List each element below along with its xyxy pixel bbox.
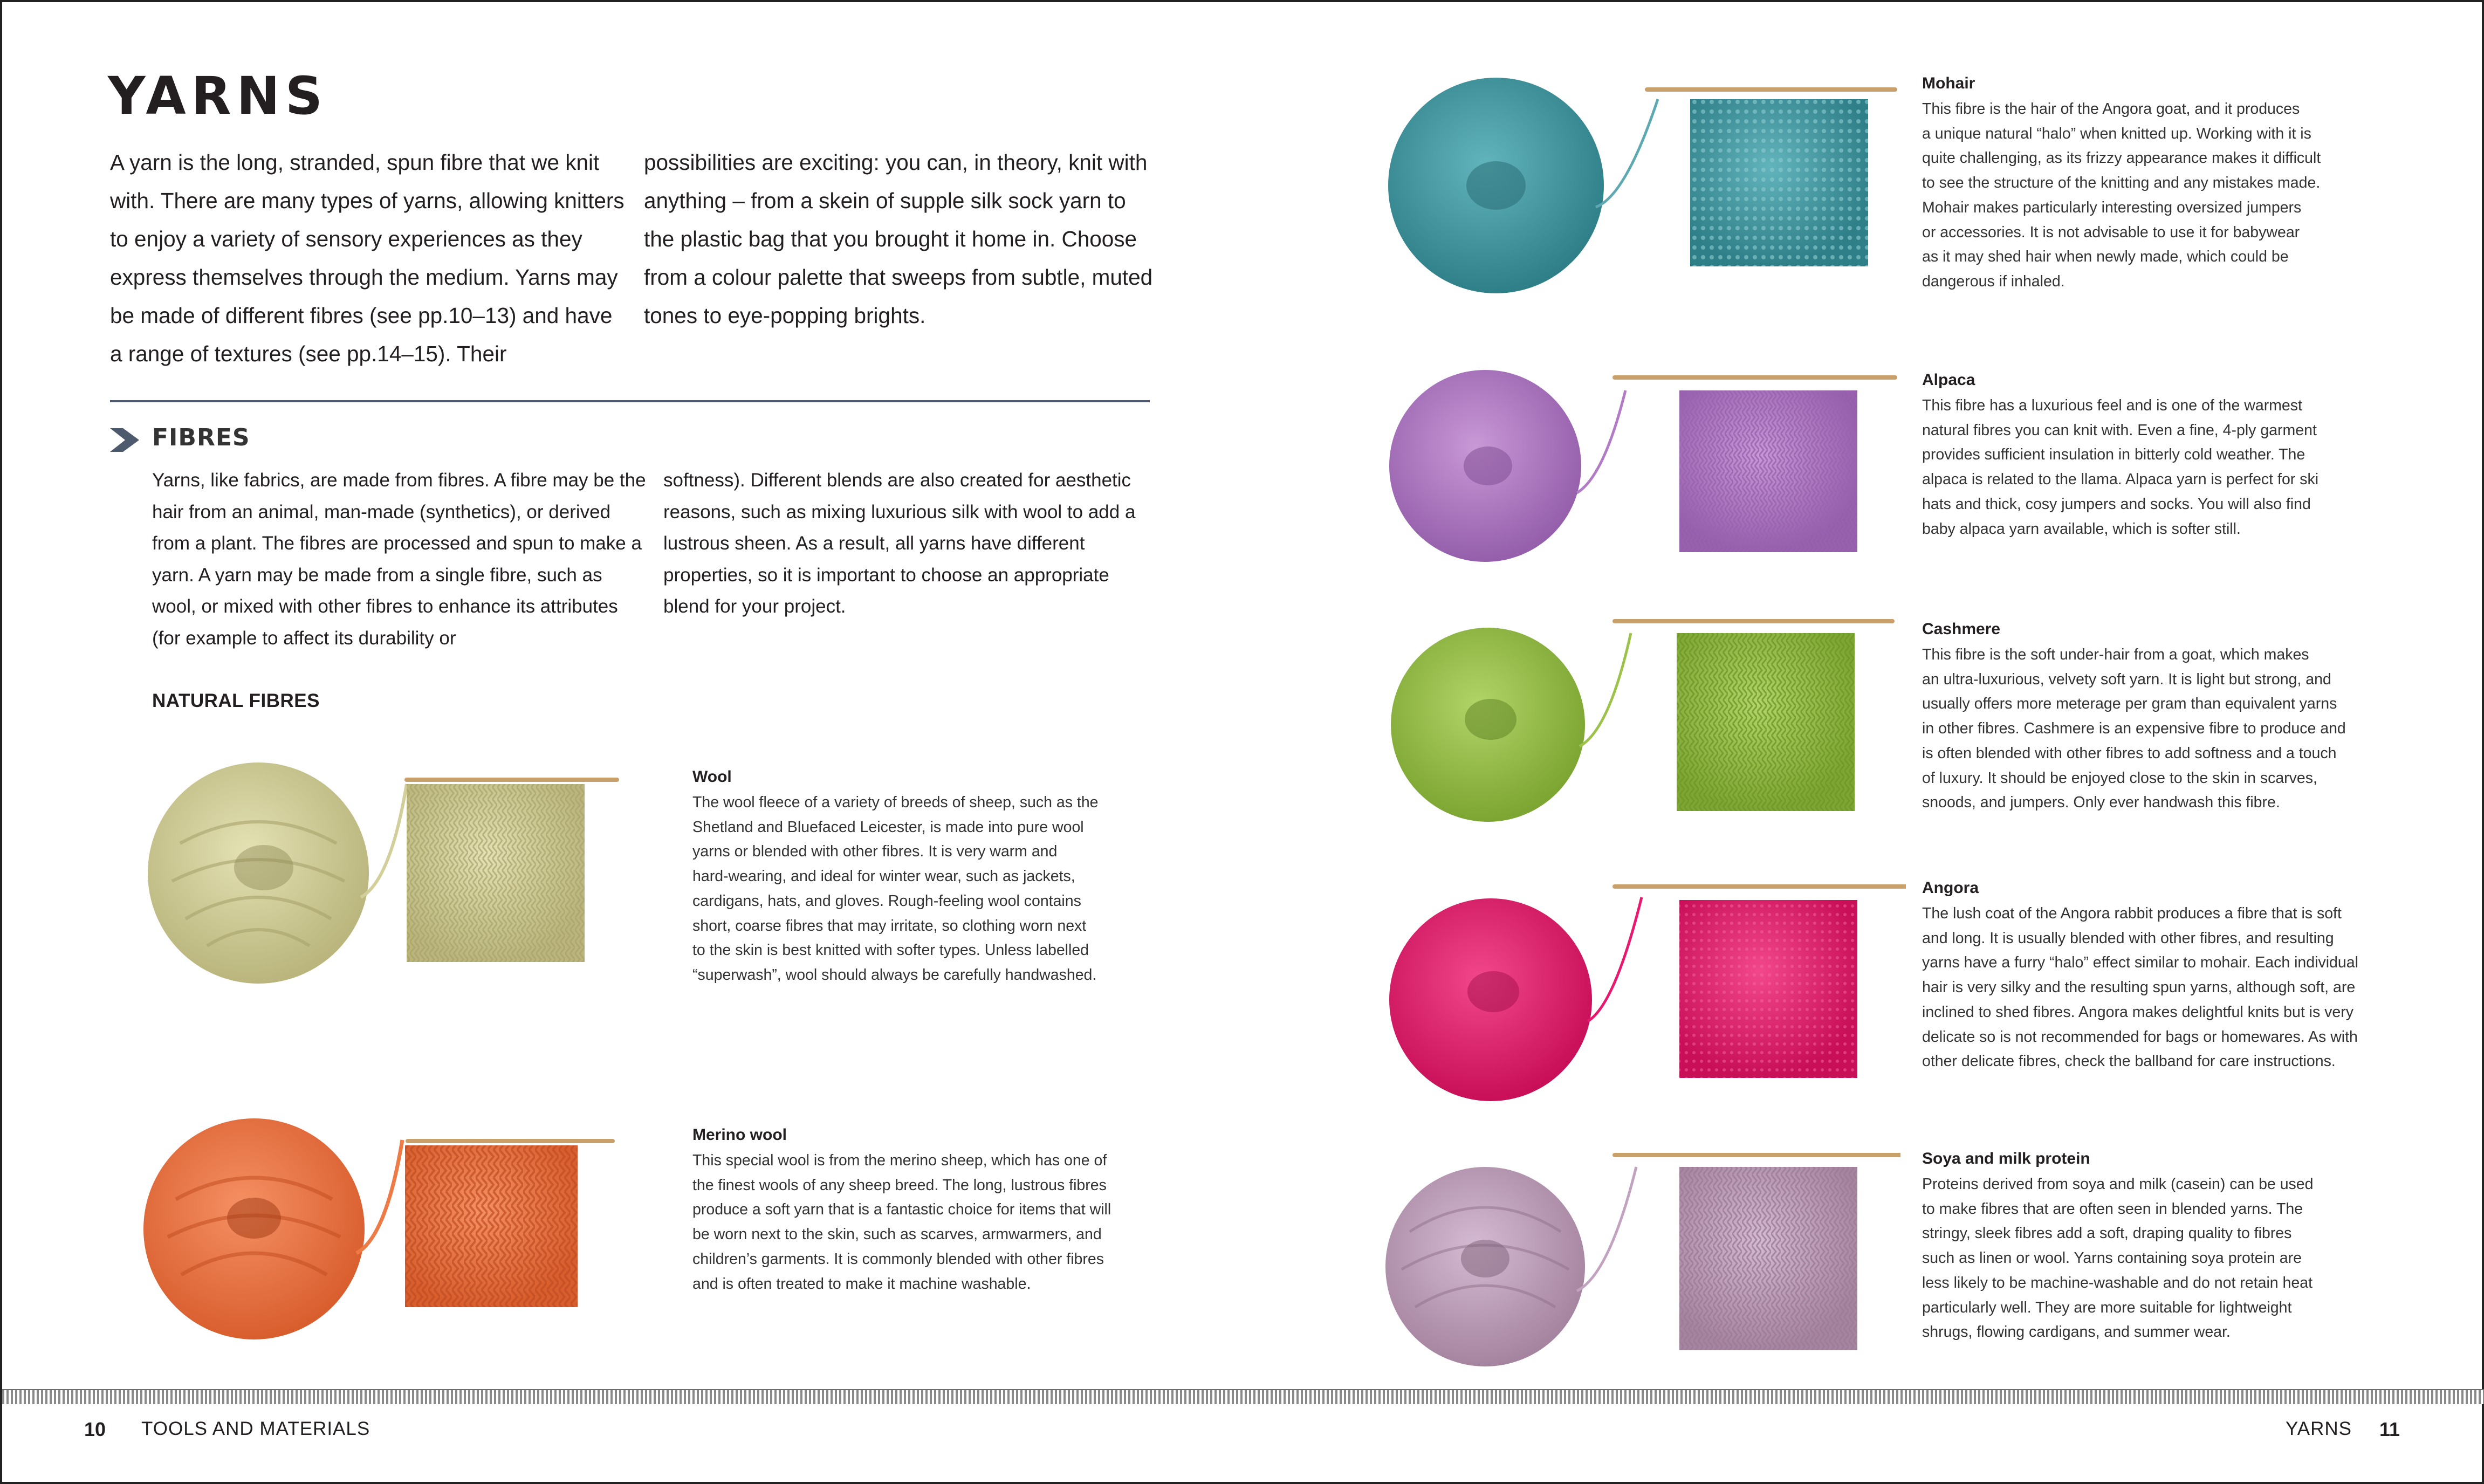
chevron-right-icon (110, 428, 139, 452)
subheading: NATURAL FIBRES (152, 690, 320, 711)
page-title: YARNS (108, 66, 328, 126)
entry-body-alpaca: This fibre has a luxurious feel and is one of the warmest natural fibres you can knit with. Even a fine, 4-ply garment provides sufficient insulation in bitterly cold weather. The alpaca is related to the llama. Alpaca yarn is perfect for ski hats and thick, cosy jumpers and socks. You will also find baby alpaca yarn available, which is softer still. (1922, 397, 2319, 538)
entry-title-alpaca: Alpaca (1922, 371, 1975, 389)
cashmere-yarn-illustration (1388, 617, 1906, 833)
intro-column-2: possibilities are exciting: you can, in theory, knit with anything – from a skein of supple silk sock yarn to the plastic bag that you brought it home in. Choose from a colour palette that sweeps from subtle, muted tones to eye-popping brights. (644, 150, 1153, 328)
entry-title-cashmere: Cashmere (1922, 620, 2001, 638)
intro-column-1: A yarn is the long, stranded, spun fibre that we knit with. There are many types of yarns, allowing knitters to enjoy a variety of sensory experiences as they express themselves through the medium. Yarns may be made of different fibres (see pp.10–13) and have a range of textures (see pp.14–15). Their (110, 150, 625, 366)
entry-title-angora: Angora (1922, 879, 1979, 897)
right-running-head: YARNS (2286, 1418, 2352, 1439)
footer-band (2, 1390, 2484, 1404)
mohair-yarn-illustration (1388, 78, 1906, 315)
entry-title-mohair: Mohair (1922, 74, 1975, 92)
right-page-number: 11 (2379, 1418, 2400, 1440)
entry-body-mohair: This fibre is the hair of the Angora goat, and it produces a unique natural “halo” when knitted up. Working with it is quite challenging, as its frizzy appearance makes it difficult to see the structure of the knitting and any mistakes made. Mohair makes particularly interesting oversized jumpers or accessories. It is not advisable to use it for babywear as it may shed hair when newly made, which could be dangerous if inhaled. (1922, 100, 2321, 290)
entry-body-cashmere: This fibre is the soft under-hair from a goat, which makes an ultra-luxurious, velvety soft yarn. It is light but strong, and usually offers more meterage per gram than equivalent yarns in other fibres. Cashmere is an expensive fibre to produce and is often blended with other fibres to add softness and a touch of luxury. It should be enjoyed close to the skin in scarves, snoods, and jumpers. Only ever handwash this fibre. (1922, 646, 2346, 812)
section-divider (110, 400, 1150, 402)
angora-yarn-illustration (1388, 876, 1906, 1113)
fibres-column-1: Yarns, like fabrics, are made from fibres. A fibre may be the hair from an animal, man-made (synthetics), or derived from a plant. The fibres are processed and spun to make a yarn. A yarn may be made from a single fibre, such as wool, or mixed with other fibres to enhance its attributes (for example to affect its durability or (152, 470, 646, 649)
left-running-head: TOOLS AND MATERIALS (141, 1418, 370, 1439)
entry-body-soya: Proteins derived from soya and milk (casein) can be used to make fibres that are often seen in blended yarns. The stringy, sleek fibres add a soft, draping quality to fibres such as linen or wool. Yarns containing soya protein are less likely to be machine-washable and do not retain heat particularly well. They are more suitable for lightweight shrugs, flowing cardigans, and summer wear. (1922, 1176, 2314, 1341)
entry-body-merino: This special wool is from the merino sheep, which has one of the finest wools of any sheep breed. The long, lustrous fibres produce a soft yarn that is a fantastic choice for items that will be worn next to the skin, such as scarves, armwarmers, and children’s garments. It is commonly blended with other fibres and is often treated to make it machine washable. (692, 1152, 1111, 1293)
entry-title-wool: Wool (692, 768, 732, 786)
entry-body-wool: The wool fleece of a variety of breeds of sheep, such as the Shetland and Bluefaced Leicester, is made into pure wool yarns or blended with other fibres. It is very warm and hard-wearing, and ideal for winter wear, such as jackets, cardigans, hats, and gloves. Rough-feeling wool contains short, coarse fibres that may irritate, so clothing worn next to the skin is best knitted with softer types. Unless labelled “superwash”, wool should always be carefully handwashed. (692, 794, 1099, 984)
soya-yarn-illustration (1383, 1151, 1900, 1377)
entry-title-merino: Merino wool (692, 1126, 787, 1144)
merino-yarn-illustration (143, 1108, 661, 1377)
wool-yarn-illustration (148, 752, 665, 1054)
fibres-column-2: softness). Different blends are also created for aesthetic reasons, such as mixing luxurious silk with wool to add a lustrous sheen. As a result, all yarns have different properties, so it is important to choose an appropriate blend for your project. (663, 470, 1136, 617)
left-page-number: 10 (84, 1418, 106, 1440)
section-heading: FIBRES (152, 424, 250, 451)
alpaca-yarn-illustration (1388, 369, 1906, 568)
entry-body-angora: The lush coat of the Angora rabbit produces a fibre that is soft and long. It is usually blended with other fibres, and resulting yarns have a furry “halo” effect similar to mohair. Each individual hair is very silky and the resulting spun yarns, although soft, are inclined to shed fibres. Angora makes delightful knits but is very delicate so is not recommended for bags or homewares. As with other delicate fibres, check the ballband for care instructions. (1922, 905, 2358, 1070)
entry-title-soya: Soya and milk protein (1922, 1150, 2090, 1167)
